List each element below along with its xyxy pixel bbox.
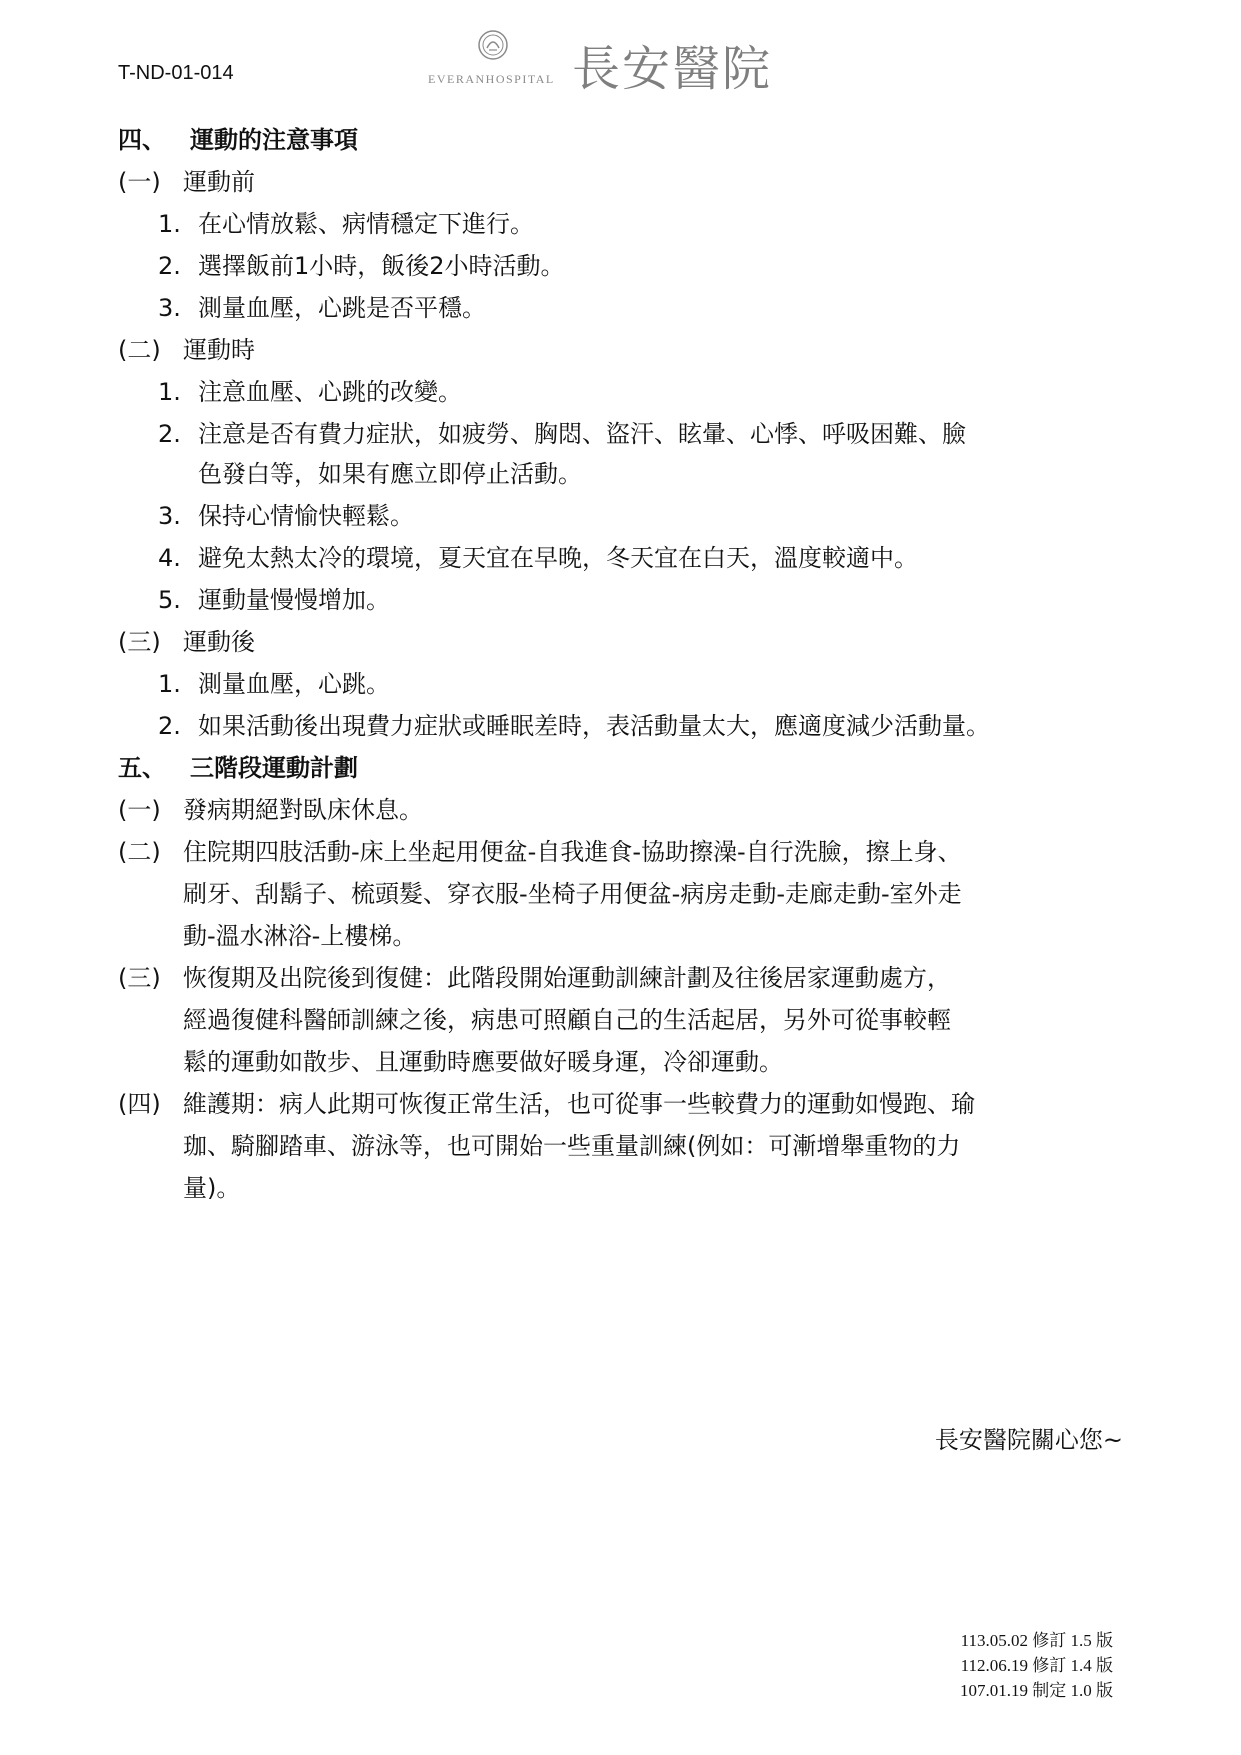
section-number: 四、 xyxy=(118,126,166,154)
item-text: 如果活動後出現費力症狀或睡眠差時，表活動量太大，應適度減少活動量。 xyxy=(198,712,990,740)
item-number: 3. xyxy=(158,294,181,322)
subsection-title: 運動後 xyxy=(183,628,255,656)
paragraph-marker: (一) xyxy=(118,796,161,824)
revision-history xyxy=(960,1628,1113,1703)
item-number: 5. xyxy=(158,586,181,614)
revision-entry: 113.05.02 修訂 1.5 版 xyxy=(960,1631,1113,1650)
item-text: 保持心情愉快輕鬆。 xyxy=(198,502,414,530)
paragraph-text-continued: 鬆的運動如散步、且運動時應要做好暖身運，冷卻運動。 xyxy=(183,1048,783,1076)
item-number: 2. xyxy=(158,420,181,448)
hospital-emblem-icon xyxy=(476,28,510,62)
revision-entry: 112.06.19 修訂 1.4 版 xyxy=(960,1656,1113,1675)
subsection-title: 運動前 xyxy=(183,168,255,196)
paragraph-text-continued: 動-溫水淋浴-上樓梯。 xyxy=(183,922,417,950)
item-number: 3. xyxy=(158,502,181,530)
item-text: 選擇飯前1小時，飯後2小時活動。 xyxy=(198,252,565,280)
item-text: 避免太熱太冷的環境，夏天宜在早晚，冬天宜在白天，溫度較適中。 xyxy=(198,544,918,572)
paragraph-text: 發病期絕對臥床休息。 xyxy=(183,796,423,824)
item-text: 在心情放鬆、病情穩定下進行。 xyxy=(198,210,534,238)
paragraph-text-continued: 經過復健科醫師訓練之後，病患可照顧自己的生活起居，另外可從事較輕 xyxy=(183,1006,951,1034)
item-number: 2. xyxy=(158,252,181,280)
paragraph-text-continued: 刷牙、刮鬍子、梳頭髮、穿衣服-坐椅子用便盆-病房走動-走廊走動-室外走 xyxy=(183,880,962,908)
paragraph-marker: (二) xyxy=(118,838,161,866)
item-text: 注意是否有費力症狀，如疲勞、胸悶、盜汗、眩暈、心悸、呼吸困難、臉 xyxy=(198,420,966,448)
document-code: T-ND-01-014 xyxy=(118,62,234,84)
subsection-marker: (一) xyxy=(118,168,161,196)
logo-english-name: EVERANHOSPITAL xyxy=(428,72,555,86)
item-number: 1. xyxy=(158,670,181,698)
item-number: 2. xyxy=(158,712,181,740)
item-number: 1. xyxy=(158,210,181,238)
section-number: 五、 xyxy=(118,754,166,782)
section-heading xyxy=(118,125,358,155)
subsection-marker: (三) xyxy=(118,628,161,656)
item-text: 注意血壓、心跳的改變。 xyxy=(198,378,462,406)
paragraph-text-continued: 量)。 xyxy=(183,1174,241,1202)
section-heading xyxy=(118,753,358,783)
hospital-logo xyxy=(428,28,828,97)
section-title: 運動的注意事項 xyxy=(190,126,358,154)
item-text: 測量血壓，心跳。 xyxy=(198,670,390,698)
logo-chinese-name: 長安醫院 xyxy=(572,41,773,97)
item-text-continued: 色發白等，如果有應立即停止活動。 xyxy=(198,460,582,488)
subsection-title: 運動時 xyxy=(183,336,255,364)
revision-entry: 107.01.19 制定 1.0 版 xyxy=(960,1681,1113,1700)
subsection-marker: (二) xyxy=(118,336,161,364)
item-text: 測量血壓，心跳是否平穩。 xyxy=(198,294,486,322)
section-title: 三階段運動計劃 xyxy=(190,754,358,782)
paragraph-text: 恢復期及出院後到復健：此階段開始運動訓練計劃及往後居家運動處方， xyxy=(183,964,951,992)
paragraph-text-continued: 珈、騎腳踏車、游泳等，也可開始一些重量訓練(例如：可漸增舉重物的力 xyxy=(183,1132,961,1160)
paragraph-text: 住院期四肢活動-床上坐起用便盆-自我進食-協助擦澡-自行洗臉，擦上身、 xyxy=(183,838,962,866)
paragraph-marker: (三) xyxy=(118,964,161,992)
paragraph-text: 維護期：病人此期可恢復正常生活，也可從事一些較費力的運動如慢跑、瑜 xyxy=(183,1090,975,1118)
closing-remark: 長安醫院關心您~ xyxy=(934,1426,1123,1454)
paragraph-marker: (四) xyxy=(118,1090,161,1118)
item-number: 4. xyxy=(158,544,181,572)
item-text: 運動量慢慢增加。 xyxy=(198,586,390,614)
item-number: 1. xyxy=(158,378,181,406)
